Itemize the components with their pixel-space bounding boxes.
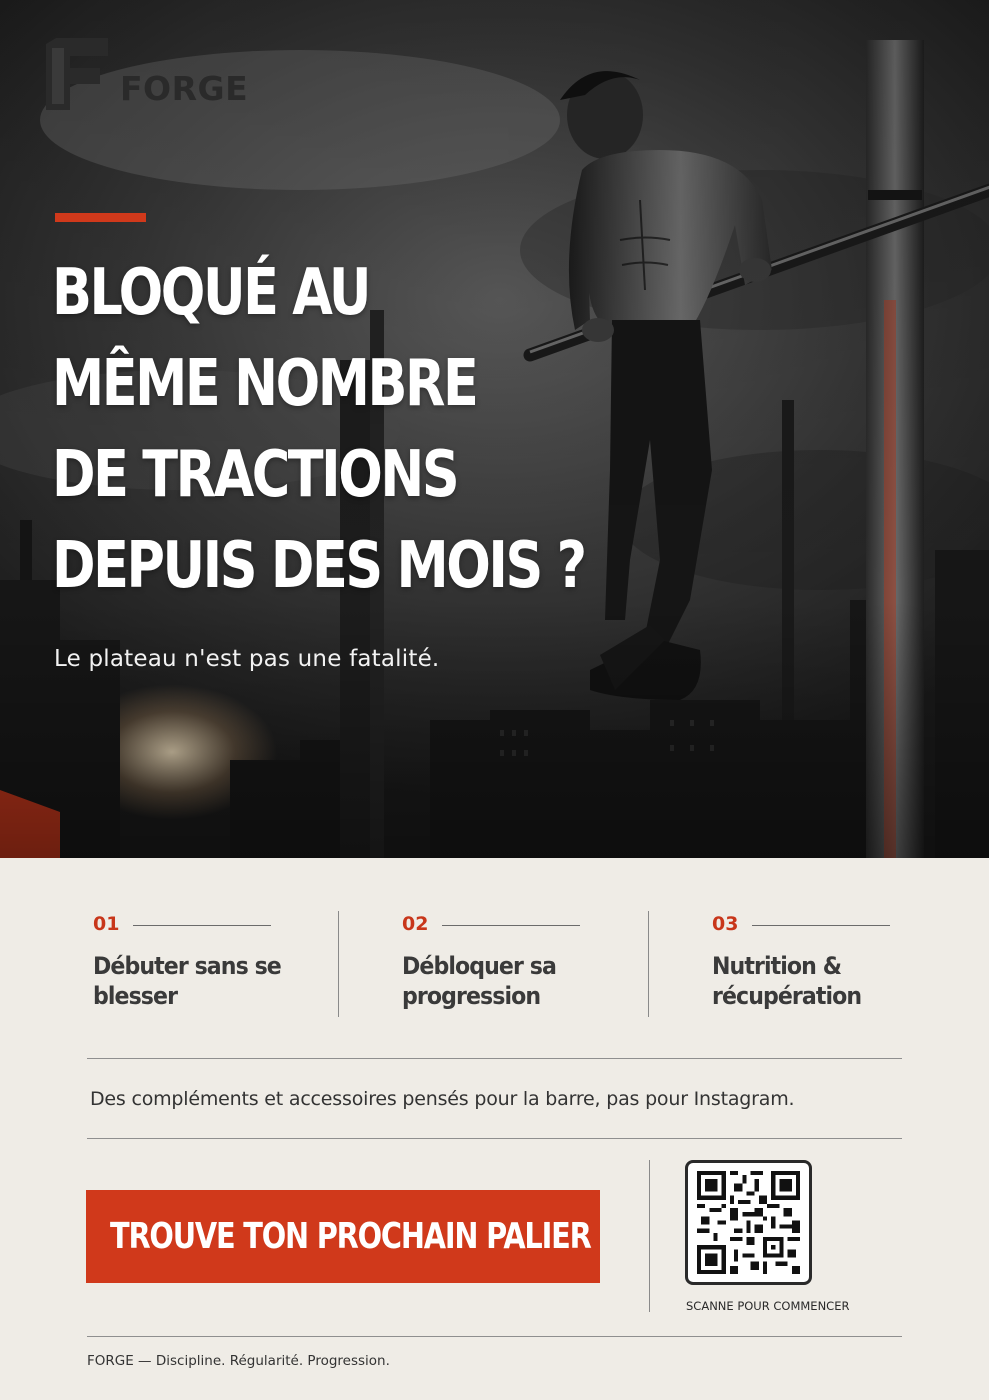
cta-button[interactable] (86, 1190, 600, 1283)
divider (87, 1138, 902, 1139)
tagline: Des compléments et accessoires pensés pour la barre, pas pour Instagram. (90, 1088, 795, 1110)
divider (87, 1336, 902, 1337)
brand-logo[interactable] (46, 38, 248, 110)
feature-divider (133, 925, 271, 926)
qr-caption: SCANNE POUR COMMENCER (686, 1299, 850, 1313)
feature-item-3[interactable] (712, 911, 952, 1017)
cta-separator (649, 1160, 650, 1312)
feature-title: Débuter sans se blesser (93, 952, 281, 1010)
divider (87, 1058, 902, 1059)
feature-item-1[interactable] (93, 911, 333, 1017)
feature-separator (648, 911, 649, 1017)
qr-code-icon (696, 1171, 801, 1274)
cta-label: TROUVE TON PROCHAIN PALIER (110, 1216, 591, 1257)
feature-item-2[interactable] (402, 911, 642, 1017)
feature-number: 03 (712, 913, 739, 935)
feature-separator (338, 911, 339, 1017)
feature-divider (752, 925, 890, 926)
qr-code[interactable] (685, 1160, 812, 1285)
feature-divider (442, 925, 580, 926)
footer-text: FORGE — Discipline. Régularité. Progression. (87, 1353, 390, 1369)
feature-number: 01 (93, 913, 120, 935)
feature-number: 02 (402, 913, 429, 935)
accent-bar (55, 213, 146, 222)
headline-line-4: DEPUIS DES MOIS ? (52, 529, 585, 603)
brand-name: FORGE (120, 69, 249, 108)
headline-line-1: BLOQUÉ AU (52, 256, 370, 330)
headline-line-2: MÊME NOMBRE (52, 347, 477, 421)
feature-title: Débloquer sa progression (402, 952, 556, 1010)
hero-subheadline: Le plateau n'est pas une fatalité. (54, 646, 440, 672)
forge-logo-icon (46, 38, 110, 110)
headline-line-3: DE TRACTIONS (52, 438, 458, 512)
hero-headline (52, 248, 585, 612)
feature-title: Nutrition & récupération (712, 952, 862, 1010)
